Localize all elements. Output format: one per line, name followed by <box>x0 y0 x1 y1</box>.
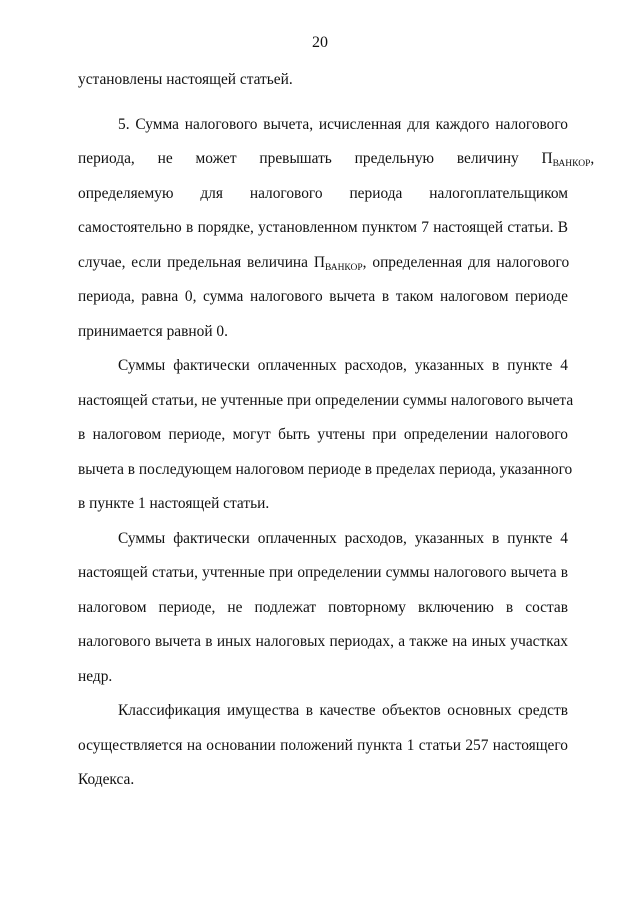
text-fragment: , определенная для налогового <box>362 253 570 271</box>
text-line: настоящей статьи, не учтенные при определении суммы налогового вычета <box>78 391 574 409</box>
text-fragment: периода, не может превышать предельную величину П <box>78 150 553 167</box>
document-body <box>78 63 595 798</box>
page-number: 20 <box>312 34 328 51</box>
text-line <box>78 142 595 177</box>
text-line: в пункте 1 настоящей статьи. <box>78 495 270 512</box>
text-line: определяемую для налогового периода налогоплательщиком <box>78 184 568 202</box>
text-line: налоговом периоде, не подлежат повторному включению в состав <box>78 598 568 616</box>
text-line: в налоговом периоде, могут быть учтены при определении налогового <box>78 426 568 443</box>
text-line: Суммы фактически оплаченных расходов, указанных в пункте 4 <box>118 357 568 374</box>
limit-subscript: ВАНКОР <box>324 262 363 273</box>
text-line <box>78 246 568 281</box>
text-fragment: случае, если предельная величина П <box>78 253 325 271</box>
text-line: настоящей статьи, учтенные при определении суммы налогового вычета в <box>78 564 568 581</box>
text-fragment: , <box>590 150 595 167</box>
text-line: Суммы фактически оплаченных расходов, указанных в пункте 4 <box>118 529 568 547</box>
text-line: вычета в последующем налоговом периоде в пределах периода, указанного <box>78 460 573 478</box>
text-line: осуществляется на основании положений пункта 1 статьи 257 настоящего <box>78 736 568 754</box>
text-line: самостоятельно в порядке, установленном пунктом 7 настоящей статьи. В <box>78 219 568 236</box>
text-line: Кодекса. <box>78 771 135 788</box>
text-line: 5. Сумма налогового вычета, исчисленная для каждого налогового <box>118 115 568 133</box>
text-line: принимается равной 0. <box>78 322 228 340</box>
text-line: установлены настоящей статьей. <box>78 71 293 88</box>
text-line: налогового вычета в иных налоговых периодах, а также на иных участках <box>78 633 568 650</box>
text-line: периода, равна 0, сумма налогового вычета в таком налоговом периоде <box>78 288 568 305</box>
text-line: Классификация имущества в качестве объектов основных средств <box>118 702 568 719</box>
text-line: недр. <box>78 667 113 685</box>
limit-subscript: ВАНКОР <box>552 159 591 169</box>
